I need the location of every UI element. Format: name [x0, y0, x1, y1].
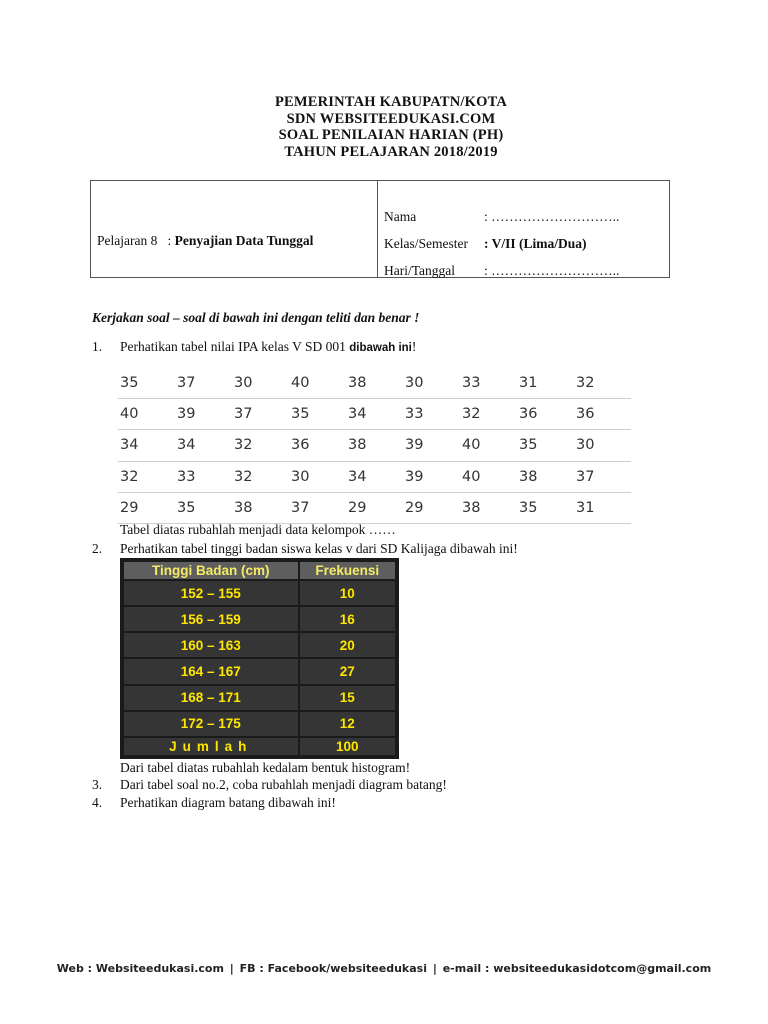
score-cell: 38 — [232, 492, 289, 523]
question-2-number: 2. — [92, 541, 103, 556]
score-cell: 34 — [118, 430, 175, 461]
question-3-text: Dari tabel soal no.2, coba rubahlah menjadi diagram batang! — [120, 777, 447, 792]
freq-range: 160 – 163 — [124, 633, 298, 657]
freq-range: 172 – 175 — [124, 712, 298, 736]
footer-facebook: FB : Facebook/websiteedukasi — [239, 962, 427, 975]
score-cell: 31 — [574, 492, 631, 523]
score-cell: 36 — [517, 399, 574, 430]
question-2-caption: Dari tabel diatas rubahlah kedalam bentuk histogram! — [120, 760, 411, 775]
question-4 — [92, 795, 692, 813]
score-cell: 32 — [574, 368, 631, 399]
score-cell: 39 — [403, 430, 460, 461]
freq-value: 10 — [300, 581, 396, 605]
freq-value: 12 — [300, 712, 396, 736]
freq-range: 156 – 159 — [124, 607, 298, 631]
score-cell: 37 — [175, 368, 232, 399]
score-cell: 36 — [289, 430, 346, 461]
footer-email: e-mail : websiteedukasidotcom@gmail.com — [442, 962, 712, 975]
header-line-2: SDN WEBSITEEDUKASI.COM — [286, 110, 496, 127]
score-cell: 29 — [346, 492, 403, 523]
question-1 — [92, 339, 692, 357]
score-cell: 32 — [118, 461, 175, 492]
date-label: Hari/Tanggal — [384, 263, 456, 278]
class-label: Kelas/Semester — [384, 236, 468, 251]
question-2 — [92, 541, 692, 559]
class-value: : V/II (Lima/Dua) — [484, 236, 587, 251]
score-cell: 37 — [232, 399, 289, 430]
score-cell: 34 — [346, 399, 403, 430]
header-line-3: SOAL PENILAIAN HARIAN (PH) — [278, 127, 504, 143]
score-cell: 35 — [517, 492, 574, 523]
freq-value: 27 — [300, 659, 396, 683]
document-header — [0, 94, 768, 160]
subject-separator: : — [167, 233, 172, 248]
score-cell: 38 — [517, 461, 574, 492]
footer-web: Web : Websiteedukasi.com — [56, 962, 224, 975]
freq-row — [124, 712, 395, 736]
score-cell: 37 — [574, 461, 631, 492]
score-cell: 33 — [175, 461, 232, 492]
score-cell: 38 — [346, 430, 403, 461]
score-cell: 38 — [460, 492, 517, 523]
freq-header-frequency: Frekuensi — [300, 562, 396, 579]
name-value[interactable]: : ……………………….. — [484, 209, 620, 224]
freq-header-height: Tinggi Badan (cm) — [124, 562, 298, 579]
score-cell: 30 — [289, 461, 346, 492]
question-1-text: Perhatikan tabel nilai IPA kelas V SD 001 dibawah ini! — [120, 339, 417, 354]
freq-range: 164 – 167 — [124, 659, 298, 683]
date-value[interactable]: : ……………………….. — [484, 263, 620, 278]
freq-row — [124, 659, 395, 683]
question-1-number: 1. — [92, 339, 103, 354]
student-info-box — [90, 180, 670, 278]
ipa-score-table — [118, 368, 631, 524]
score-cell: 33 — [460, 368, 517, 399]
score-row — [118, 461, 631, 492]
header-line-4: TAHUN PELAJARAN 2018/2019 — [284, 143, 498, 160]
score-cell: 38 — [346, 368, 403, 399]
page-footer — [0, 962, 768, 975]
freq-value: 20 — [300, 633, 396, 657]
score-cell: 32 — [460, 399, 517, 430]
score-cell: 29 — [403, 492, 460, 523]
score-cell: 30 — [232, 368, 289, 399]
score-cell: 37 — [289, 492, 346, 523]
score-row — [118, 492, 631, 523]
footer-separator-2: | — [432, 962, 437, 975]
question-1-caption: Tabel diatas rubahlah menjadi data kelompok …… — [120, 522, 396, 537]
score-cell: 40 — [118, 399, 175, 430]
score-cell: 34 — [175, 430, 232, 461]
subject-name: Penyajian Data Tunggal — [174, 233, 314, 248]
question-4-number: 4. — [92, 795, 103, 810]
score-cell: 35 — [175, 492, 232, 523]
instruction-text: Kerjakan soal – soal di bawah ini dengan teliti dan benar ! — [92, 310, 420, 325]
score-cell: 32 — [232, 430, 289, 461]
freq-value: 16 — [300, 607, 396, 631]
score-cell: 40 — [289, 368, 346, 399]
question-2-text: Perhatikan tabel tinggi badan siswa kelas v dari SD Kalijaga dibawah ini! — [120, 541, 518, 556]
score-cell: 34 — [346, 461, 403, 492]
question-4-text: Perhatikan diagram batang dibawah ini! — [120, 795, 336, 810]
freq-row — [124, 686, 395, 710]
score-cell: 30 — [403, 368, 460, 399]
score-cell: 32 — [232, 461, 289, 492]
footer-separator-1: | — [229, 962, 234, 975]
score-cell: 29 — [118, 492, 175, 523]
score-cell: 35 — [517, 430, 574, 461]
freq-range: 168 – 171 — [124, 686, 298, 710]
score-row — [118, 399, 631, 430]
score-cell: 30 — [574, 430, 631, 461]
subject-line — [97, 233, 313, 249]
score-cell: 33 — [403, 399, 460, 430]
freq-value: 15 — [300, 686, 396, 710]
score-cell: 40 — [460, 430, 517, 461]
score-cell: 35 — [118, 368, 175, 399]
info-divider — [377, 181, 378, 277]
score-cell: 39 — [175, 399, 232, 430]
freq-row — [124, 607, 395, 631]
score-cell: 35 — [289, 399, 346, 430]
height-frequency-table — [120, 558, 399, 759]
question-3 — [92, 777, 692, 795]
subject-label: Pelajaran 8 — [97, 233, 158, 248]
freq-row — [124, 581, 395, 605]
score-row — [118, 430, 631, 461]
freq-row — [124, 633, 395, 657]
freq-total-label: Jumlah — [124, 738, 298, 755]
freq-total-value: 100 — [300, 738, 396, 755]
name-label: Nama — [384, 209, 417, 224]
score-cell: 31 — [517, 368, 574, 399]
score-cell: 36 — [574, 399, 631, 430]
score-cell: 40 — [460, 461, 517, 492]
score-row — [118, 368, 631, 399]
header-line-1: PEMERINTAH KABUPATN/KOTA — [274, 94, 508, 110]
score-cell: 39 — [403, 461, 460, 492]
freq-range: 152 – 155 — [124, 581, 298, 605]
question-3-number: 3. — [92, 777, 103, 792]
